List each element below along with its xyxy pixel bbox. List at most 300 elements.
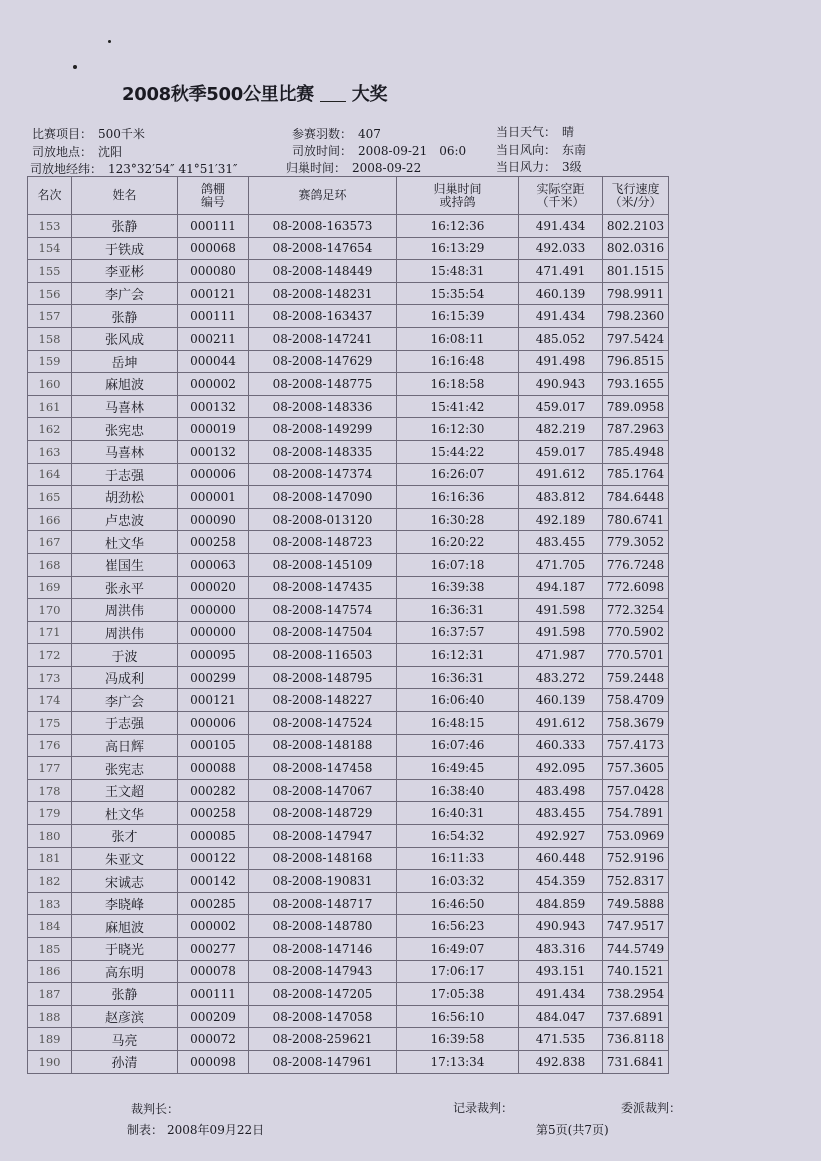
cell-name: 张静 — [72, 305, 178, 328]
cell-name: 岳坤 — [72, 350, 178, 373]
cell-rank: 180 — [28, 825, 72, 848]
table-header-row — [28, 177, 669, 215]
table-row — [28, 599, 669, 622]
cell-arrival-time: 16:49:07 — [397, 938, 519, 961]
cell-distance: 491.498 — [519, 350, 603, 373]
table-row — [28, 779, 669, 802]
cell-ring: 08-2008-147504 — [249, 621, 397, 644]
cell-distance: 460.448 — [519, 847, 603, 870]
cell-arrival-time: 16:26:07 — [397, 463, 519, 486]
table-row — [28, 1028, 669, 1051]
cell-ring: 08-2008-148188 — [249, 734, 397, 757]
table-row — [28, 237, 669, 260]
cell-speed: 759.2448 — [603, 666, 669, 689]
cell-speed: 747.9517 — [603, 915, 669, 938]
cell-ring: 08-2008-147435 — [249, 576, 397, 599]
cell-rank: 175 — [28, 712, 72, 735]
cell-rank: 185 — [28, 938, 72, 961]
cell-arrival-time: 16:54:32 — [397, 825, 519, 848]
cell-arrival-time: 17:13:34 — [397, 1050, 519, 1073]
ink-spot — [73, 65, 77, 69]
cell-rank: 182 — [28, 870, 72, 893]
cell-name: 崔国生 — [72, 553, 178, 576]
table-row — [28, 373, 669, 396]
meta-release-time — [292, 142, 466, 159]
cell-rank: 166 — [28, 508, 72, 531]
cell-rank: 154 — [28, 237, 72, 260]
cell-name: 马喜林 — [72, 395, 178, 418]
cell-rank: 168 — [28, 553, 72, 576]
table-row — [28, 215, 669, 238]
cell-rank: 155 — [28, 260, 72, 283]
cell-name: 张静 — [72, 983, 178, 1006]
cell-ring: 08-2008-147524 — [249, 712, 397, 735]
cell-loft-id: 000088 — [178, 757, 249, 780]
cell-arrival-time: 16:16:36 — [397, 486, 519, 509]
cell-ring: 08-2008-147374 — [249, 463, 397, 486]
table-row — [28, 666, 669, 689]
cell-ring: 08-2008-163573 — [249, 215, 397, 238]
header-distance: 实际空距 （千米） — [519, 177, 603, 215]
meta-coordinates-label: 司放地经纬： — [30, 162, 103, 176]
cell-distance: 460.333 — [519, 734, 603, 757]
table-row — [28, 463, 669, 486]
cell-arrival-time: 16:12:31 — [397, 644, 519, 667]
cell-distance: 483.455 — [519, 802, 603, 825]
footer-chief-judge: 裁判长： — [131, 1102, 180, 1116]
cell-name: 孙清 — [72, 1050, 178, 1073]
cell-ring: 08-2008-147205 — [249, 983, 397, 1006]
cell-name: 王文超 — [72, 779, 178, 802]
table-row — [28, 915, 669, 938]
cell-name: 杜文华 — [72, 531, 178, 554]
cell-ring: 08-2008-148168 — [249, 847, 397, 870]
title-blank-line — [320, 101, 346, 102]
cell-distance: 483.316 — [519, 938, 603, 961]
cell-speed: 785.1764 — [603, 463, 669, 486]
cell-loft-id: 000209 — [178, 1005, 249, 1028]
cell-speed: 738.2954 — [603, 983, 669, 1006]
cell-loft-id: 000085 — [178, 825, 249, 848]
cell-distance: 485.052 — [519, 327, 603, 350]
cell-arrival-time: 16:39:58 — [397, 1028, 519, 1051]
cell-rank: 187 — [28, 983, 72, 1006]
cell-distance: 454.359 — [519, 870, 603, 893]
cell-loft-id: 000282 — [178, 779, 249, 802]
cell-ring: 08-2008-147943 — [249, 960, 397, 983]
cell-ring: 08-2008-147629 — [249, 350, 397, 373]
cell-loft-id: 000000 — [178, 599, 249, 622]
cell-distance: 493.151 — [519, 960, 603, 983]
cell-speed: 736.8118 — [603, 1028, 669, 1051]
meta-weather — [496, 123, 574, 140]
footer-page-number: 第5页(共7页) — [536, 1123, 609, 1137]
cell-loft-id: 000111 — [178, 215, 249, 238]
footer-made-label: 制表： — [127, 1123, 164, 1137]
meta-weather-label: 当日天气： — [496, 125, 557, 139]
cell-name: 于志强 — [72, 712, 178, 735]
cell-loft-id: 000080 — [178, 260, 249, 283]
cell-name: 于晓光 — [72, 938, 178, 961]
cell-arrival-time: 16:12:36 — [397, 215, 519, 238]
cell-name: 张宪忠 — [72, 418, 178, 441]
cell-rank: 156 — [28, 282, 72, 305]
cell-name: 李晓峰 — [72, 892, 178, 915]
cell-speed: 784.6448 — [603, 486, 669, 509]
table-row — [28, 508, 669, 531]
cell-loft-id: 000111 — [178, 305, 249, 328]
cell-speed: 758.4709 — [603, 689, 669, 712]
cell-speed: 757.4173 — [603, 734, 669, 757]
cell-name: 于波 — [72, 644, 178, 667]
cell-loft-id: 000072 — [178, 1028, 249, 1051]
cell-ring: 08-2008-148227 — [249, 689, 397, 712]
cell-distance: 483.455 — [519, 531, 603, 554]
cell-name: 马亮 — [72, 1028, 178, 1051]
cell-loft-id: 000068 — [178, 237, 249, 260]
cell-rank: 163 — [28, 440, 72, 463]
cell-loft-id: 000277 — [178, 938, 249, 961]
cell-arrival-time: 16:13:29 — [397, 237, 519, 260]
cell-name: 于志强 — [72, 463, 178, 486]
cell-distance: 483.498 — [519, 779, 603, 802]
cell-rank: 177 — [28, 757, 72, 780]
cell-arrival-time: 16:36:31 — [397, 599, 519, 622]
cell-loft-id: 000258 — [178, 802, 249, 825]
cell-speed: 787.2963 — [603, 418, 669, 441]
cell-arrival-time: 16:18:58 — [397, 373, 519, 396]
cell-distance: 490.943 — [519, 915, 603, 938]
cell-arrival-time: 16:12:30 — [397, 418, 519, 441]
meta-entries-value: 407 — [358, 127, 381, 141]
meta-release-place-label: 司放地点： — [32, 145, 93, 159]
cell-arrival-time: 16:39:38 — [397, 576, 519, 599]
cell-arrival-time: 15:48:31 — [397, 260, 519, 283]
cell-arrival-time: 16:03:32 — [397, 870, 519, 893]
cell-speed: 752.8317 — [603, 870, 669, 893]
title-award: 大奖 — [351, 84, 388, 105]
cell-rank: 159 — [28, 350, 72, 373]
cell-speed: 737.6891 — [603, 1005, 669, 1028]
cell-distance: 491.612 — [519, 712, 603, 735]
table-row — [28, 327, 669, 350]
cell-name: 宋诚志 — [72, 870, 178, 893]
ink-spot — [108, 40, 111, 43]
cell-speed: 731.6841 — [603, 1050, 669, 1073]
table-row — [28, 892, 669, 915]
cell-distance: 492.189 — [519, 508, 603, 531]
cell-ring: 08-2008-148449 — [249, 260, 397, 283]
cell-speed: 770.5701 — [603, 644, 669, 667]
cell-name: 周洪伟 — [72, 599, 178, 622]
meta-wind-force-value: 3级 — [562, 160, 582, 174]
cell-arrival-time: 16:48:15 — [397, 712, 519, 735]
cell-arrival-time: 17:06:17 — [397, 960, 519, 983]
cell-ring: 08-2008-148336 — [249, 395, 397, 418]
cell-arrival-time: 17:05:38 — [397, 983, 519, 1006]
cell-ring: 08-2008-148231 — [249, 282, 397, 305]
table-row — [28, 1005, 669, 1028]
results-table — [27, 176, 669, 1074]
header-arrival-time: 归巢时间 或持鸽 — [397, 177, 519, 215]
meta-release-time-value: 2008-09-21 06:0 — [358, 144, 467, 158]
cell-arrival-time: 16:37:57 — [397, 621, 519, 644]
cell-loft-id: 000121 — [178, 282, 249, 305]
cell-distance: 491.598 — [519, 621, 603, 644]
cell-distance: 483.272 — [519, 666, 603, 689]
table-row — [28, 576, 669, 599]
cell-name: 周洪伟 — [72, 621, 178, 644]
cell-arrival-time: 16:49:45 — [397, 757, 519, 780]
cell-rank: 153 — [28, 215, 72, 238]
table-row — [28, 712, 669, 735]
meta-entries — [292, 125, 381, 142]
cell-speed: 798.9911 — [603, 282, 669, 305]
cell-speed: 779.3052 — [603, 531, 669, 554]
cell-arrival-time: 16:56:23 — [397, 915, 519, 938]
page-title — [122, 80, 387, 106]
cell-loft-id: 000258 — [178, 531, 249, 554]
cell-ring: 08-2008-147067 — [249, 779, 397, 802]
cell-speed: 757.0428 — [603, 779, 669, 802]
cell-speed: 772.6098 — [603, 576, 669, 599]
table-row — [28, 440, 669, 463]
table-row — [28, 689, 669, 712]
table-row — [28, 531, 669, 554]
footer-made — [127, 1121, 264, 1138]
cell-loft-id: 000000 — [178, 621, 249, 644]
cell-ring: 08-2008-149299 — [249, 418, 397, 441]
cell-ring: 08-2008-259621 — [249, 1028, 397, 1051]
cell-loft-id: 000132 — [178, 440, 249, 463]
meta-weather-value: 晴 — [562, 125, 575, 139]
table-row — [28, 395, 669, 418]
cell-name: 胡劲松 — [72, 486, 178, 509]
cell-loft-id: 000111 — [178, 983, 249, 1006]
meta-return-time — [286, 159, 421, 176]
cell-distance: 491.612 — [519, 463, 603, 486]
cell-name: 李广会 — [72, 689, 178, 712]
cell-rank: 186 — [28, 960, 72, 983]
cell-distance: 492.095 — [519, 757, 603, 780]
cell-loft-id: 000002 — [178, 915, 249, 938]
cell-speed: 754.7891 — [603, 802, 669, 825]
cell-ring: 08-2008-147947 — [249, 825, 397, 848]
cell-arrival-time: 16:38:40 — [397, 779, 519, 802]
table-row — [28, 938, 669, 961]
cell-rank: 170 — [28, 599, 72, 622]
footer-record-judge: 记录裁判： — [453, 1101, 514, 1115]
meta-release-time-label: 司放时间： — [292, 144, 353, 158]
cell-ring: 08-2008-147961 — [249, 1050, 397, 1073]
cell-rank: 190 — [28, 1050, 72, 1073]
cell-loft-id: 000285 — [178, 892, 249, 915]
cell-loft-id: 000002 — [178, 373, 249, 396]
cell-ring: 08-2008-147146 — [249, 938, 397, 961]
cell-rank: 176 — [28, 734, 72, 757]
cell-loft-id: 000044 — [178, 350, 249, 373]
cell-distance: 491.598 — [519, 599, 603, 622]
cell-name: 张风成 — [72, 327, 178, 350]
cell-speed: 802.2103 — [603, 215, 669, 238]
cell-speed: 770.5902 — [603, 621, 669, 644]
cell-distance: 460.139 — [519, 282, 603, 305]
cell-distance: 460.139 — [519, 689, 603, 712]
cell-rank: 164 — [28, 463, 72, 486]
cell-name: 于铁成 — [72, 237, 178, 260]
cell-speed: 749.5888 — [603, 892, 669, 915]
cell-arrival-time: 16:15:39 — [397, 305, 519, 328]
table-row — [28, 644, 669, 667]
cell-name: 赵彦滨 — [72, 1005, 178, 1028]
cell-ring: 08-2008-147241 — [249, 327, 397, 350]
cell-arrival-time: 16:30:28 — [397, 508, 519, 531]
cell-loft-id: 000098 — [178, 1050, 249, 1073]
cell-rank: 183 — [28, 892, 72, 915]
cell-arrival-time: 16:46:50 — [397, 892, 519, 915]
cell-arrival-time: 16:40:31 — [397, 802, 519, 825]
cell-rank: 161 — [28, 395, 72, 418]
meta-event-label: 比赛项目： — [32, 127, 93, 141]
cell-loft-id: 000001 — [178, 486, 249, 509]
cell-speed: 785.4948 — [603, 440, 669, 463]
meta-coordinates — [30, 160, 238, 177]
cell-name: 张才 — [72, 825, 178, 848]
cell-speed: 776.7248 — [603, 553, 669, 576]
cell-speed: 740.1521 — [603, 960, 669, 983]
cell-ring: 08-2008-147574 — [249, 599, 397, 622]
cell-distance: 492.033 — [519, 237, 603, 260]
cell-name: 杜文华 — [72, 802, 178, 825]
cell-distance: 484.859 — [519, 892, 603, 915]
cell-rank: 173 — [28, 666, 72, 689]
cell-name: 马喜林 — [72, 440, 178, 463]
cell-speed: 801.1515 — [603, 260, 669, 283]
cell-distance: 483.812 — [519, 486, 603, 509]
cell-name: 张宪志 — [72, 757, 178, 780]
table-row — [28, 847, 669, 870]
cell-ring: 08-2008-148795 — [249, 666, 397, 689]
header-loft-id: 鸽棚 编号 — [178, 177, 249, 215]
cell-name: 麻旭波 — [72, 915, 178, 938]
cell-name: 麻旭波 — [72, 373, 178, 396]
meta-wind-direction-label: 当日风向： — [496, 143, 557, 157]
cell-loft-id: 000211 — [178, 327, 249, 350]
cell-arrival-time: 15:41:42 — [397, 395, 519, 418]
cell-loft-id: 000142 — [178, 870, 249, 893]
meta-return-time-value: 2008-09-22 — [352, 161, 422, 175]
cell-rank: 158 — [28, 327, 72, 350]
cell-ring: 08-2008-148775 — [249, 373, 397, 396]
cell-loft-id: 000006 — [178, 463, 249, 486]
cell-name: 李亚彬 — [72, 260, 178, 283]
meta-release-place — [32, 143, 122, 160]
cell-rank: 178 — [28, 779, 72, 802]
table-body — [28, 215, 669, 1074]
cell-name: 朱亚文 — [72, 847, 178, 870]
cell-speed: 744.5749 — [603, 938, 669, 961]
cell-distance: 459.017 — [519, 395, 603, 418]
cell-name: 张永平 — [72, 576, 178, 599]
meta-wind-force — [496, 158, 582, 175]
cell-arrival-time: 16:36:31 — [397, 666, 519, 689]
cell-ring: 08-2008-013120 — [249, 508, 397, 531]
cell-name: 卢忠波 — [72, 508, 178, 531]
cell-distance: 490.943 — [519, 373, 603, 396]
table-row — [28, 757, 669, 780]
cell-speed: 793.1655 — [603, 373, 669, 396]
cell-distance: 484.047 — [519, 1005, 603, 1028]
cell-arrival-time: 15:44:22 — [397, 440, 519, 463]
header-speed: 飞行速度 （米/分） — [603, 177, 669, 215]
meta-event — [32, 125, 145, 142]
table-row — [28, 1050, 669, 1073]
cell-loft-id: 000078 — [178, 960, 249, 983]
cell-speed: 789.0958 — [603, 395, 669, 418]
cell-rank: 167 — [28, 531, 72, 554]
cell-distance: 494.187 — [519, 576, 603, 599]
cell-distance: 471.705 — [519, 553, 603, 576]
cell-speed: 753.0969 — [603, 825, 669, 848]
cell-speed: 802.0316 — [603, 237, 669, 260]
cell-rank: 188 — [28, 1005, 72, 1028]
cell-speed: 797.5424 — [603, 327, 669, 350]
cell-rank: 189 — [28, 1028, 72, 1051]
cell-arrival-time: 16:16:48 — [397, 350, 519, 373]
cell-distance: 491.434 — [519, 215, 603, 238]
cell-loft-id: 000121 — [178, 689, 249, 712]
meta-return-time-label: 归巢时间： — [286, 161, 347, 175]
cell-rank: 179 — [28, 802, 72, 825]
cell-rank: 165 — [28, 486, 72, 509]
cell-arrival-time: 16:07:18 — [397, 553, 519, 576]
footer-assigned-judge: 委派裁判： — [621, 1101, 682, 1115]
cell-arrival-time: 15:35:54 — [397, 282, 519, 305]
cell-arrival-time: 16:08:11 — [397, 327, 519, 350]
cell-rank: 169 — [28, 576, 72, 599]
cell-arrival-time: 16:07:46 — [397, 734, 519, 757]
meta-release-place-value: 沈阳 — [98, 145, 123, 159]
table-row — [28, 305, 669, 328]
cell-distance: 471.987 — [519, 644, 603, 667]
cell-speed: 780.6741 — [603, 508, 669, 531]
table-row — [28, 734, 669, 757]
table-row — [28, 621, 669, 644]
title-main: 2008秋季500公里比赛 — [122, 84, 314, 105]
cell-ring: 08-2008-163437 — [249, 305, 397, 328]
cell-ring: 08-2008-147090 — [249, 486, 397, 509]
cell-speed: 798.2360 — [603, 305, 669, 328]
cell-distance: 492.927 — [519, 825, 603, 848]
cell-arrival-time: 16:56:10 — [397, 1005, 519, 1028]
table-row — [28, 282, 669, 305]
footer-made-date: 2008年09月22日 — [167, 1123, 265, 1137]
cell-rank: 160 — [28, 373, 72, 396]
cell-ring: 08-2008-148717 — [249, 892, 397, 915]
table-row — [28, 260, 669, 283]
cell-rank: 171 — [28, 621, 72, 644]
cell-loft-id: 000132 — [178, 395, 249, 418]
cell-distance: 491.434 — [519, 305, 603, 328]
cell-ring: 08-2008-148729 — [249, 802, 397, 825]
cell-name: 冯成利 — [72, 666, 178, 689]
cell-name: 高日辉 — [72, 734, 178, 757]
cell-rank: 184 — [28, 915, 72, 938]
cell-rank: 181 — [28, 847, 72, 870]
cell-loft-id: 000105 — [178, 734, 249, 757]
cell-distance: 491.434 — [519, 983, 603, 1006]
cell-loft-id: 000063 — [178, 553, 249, 576]
